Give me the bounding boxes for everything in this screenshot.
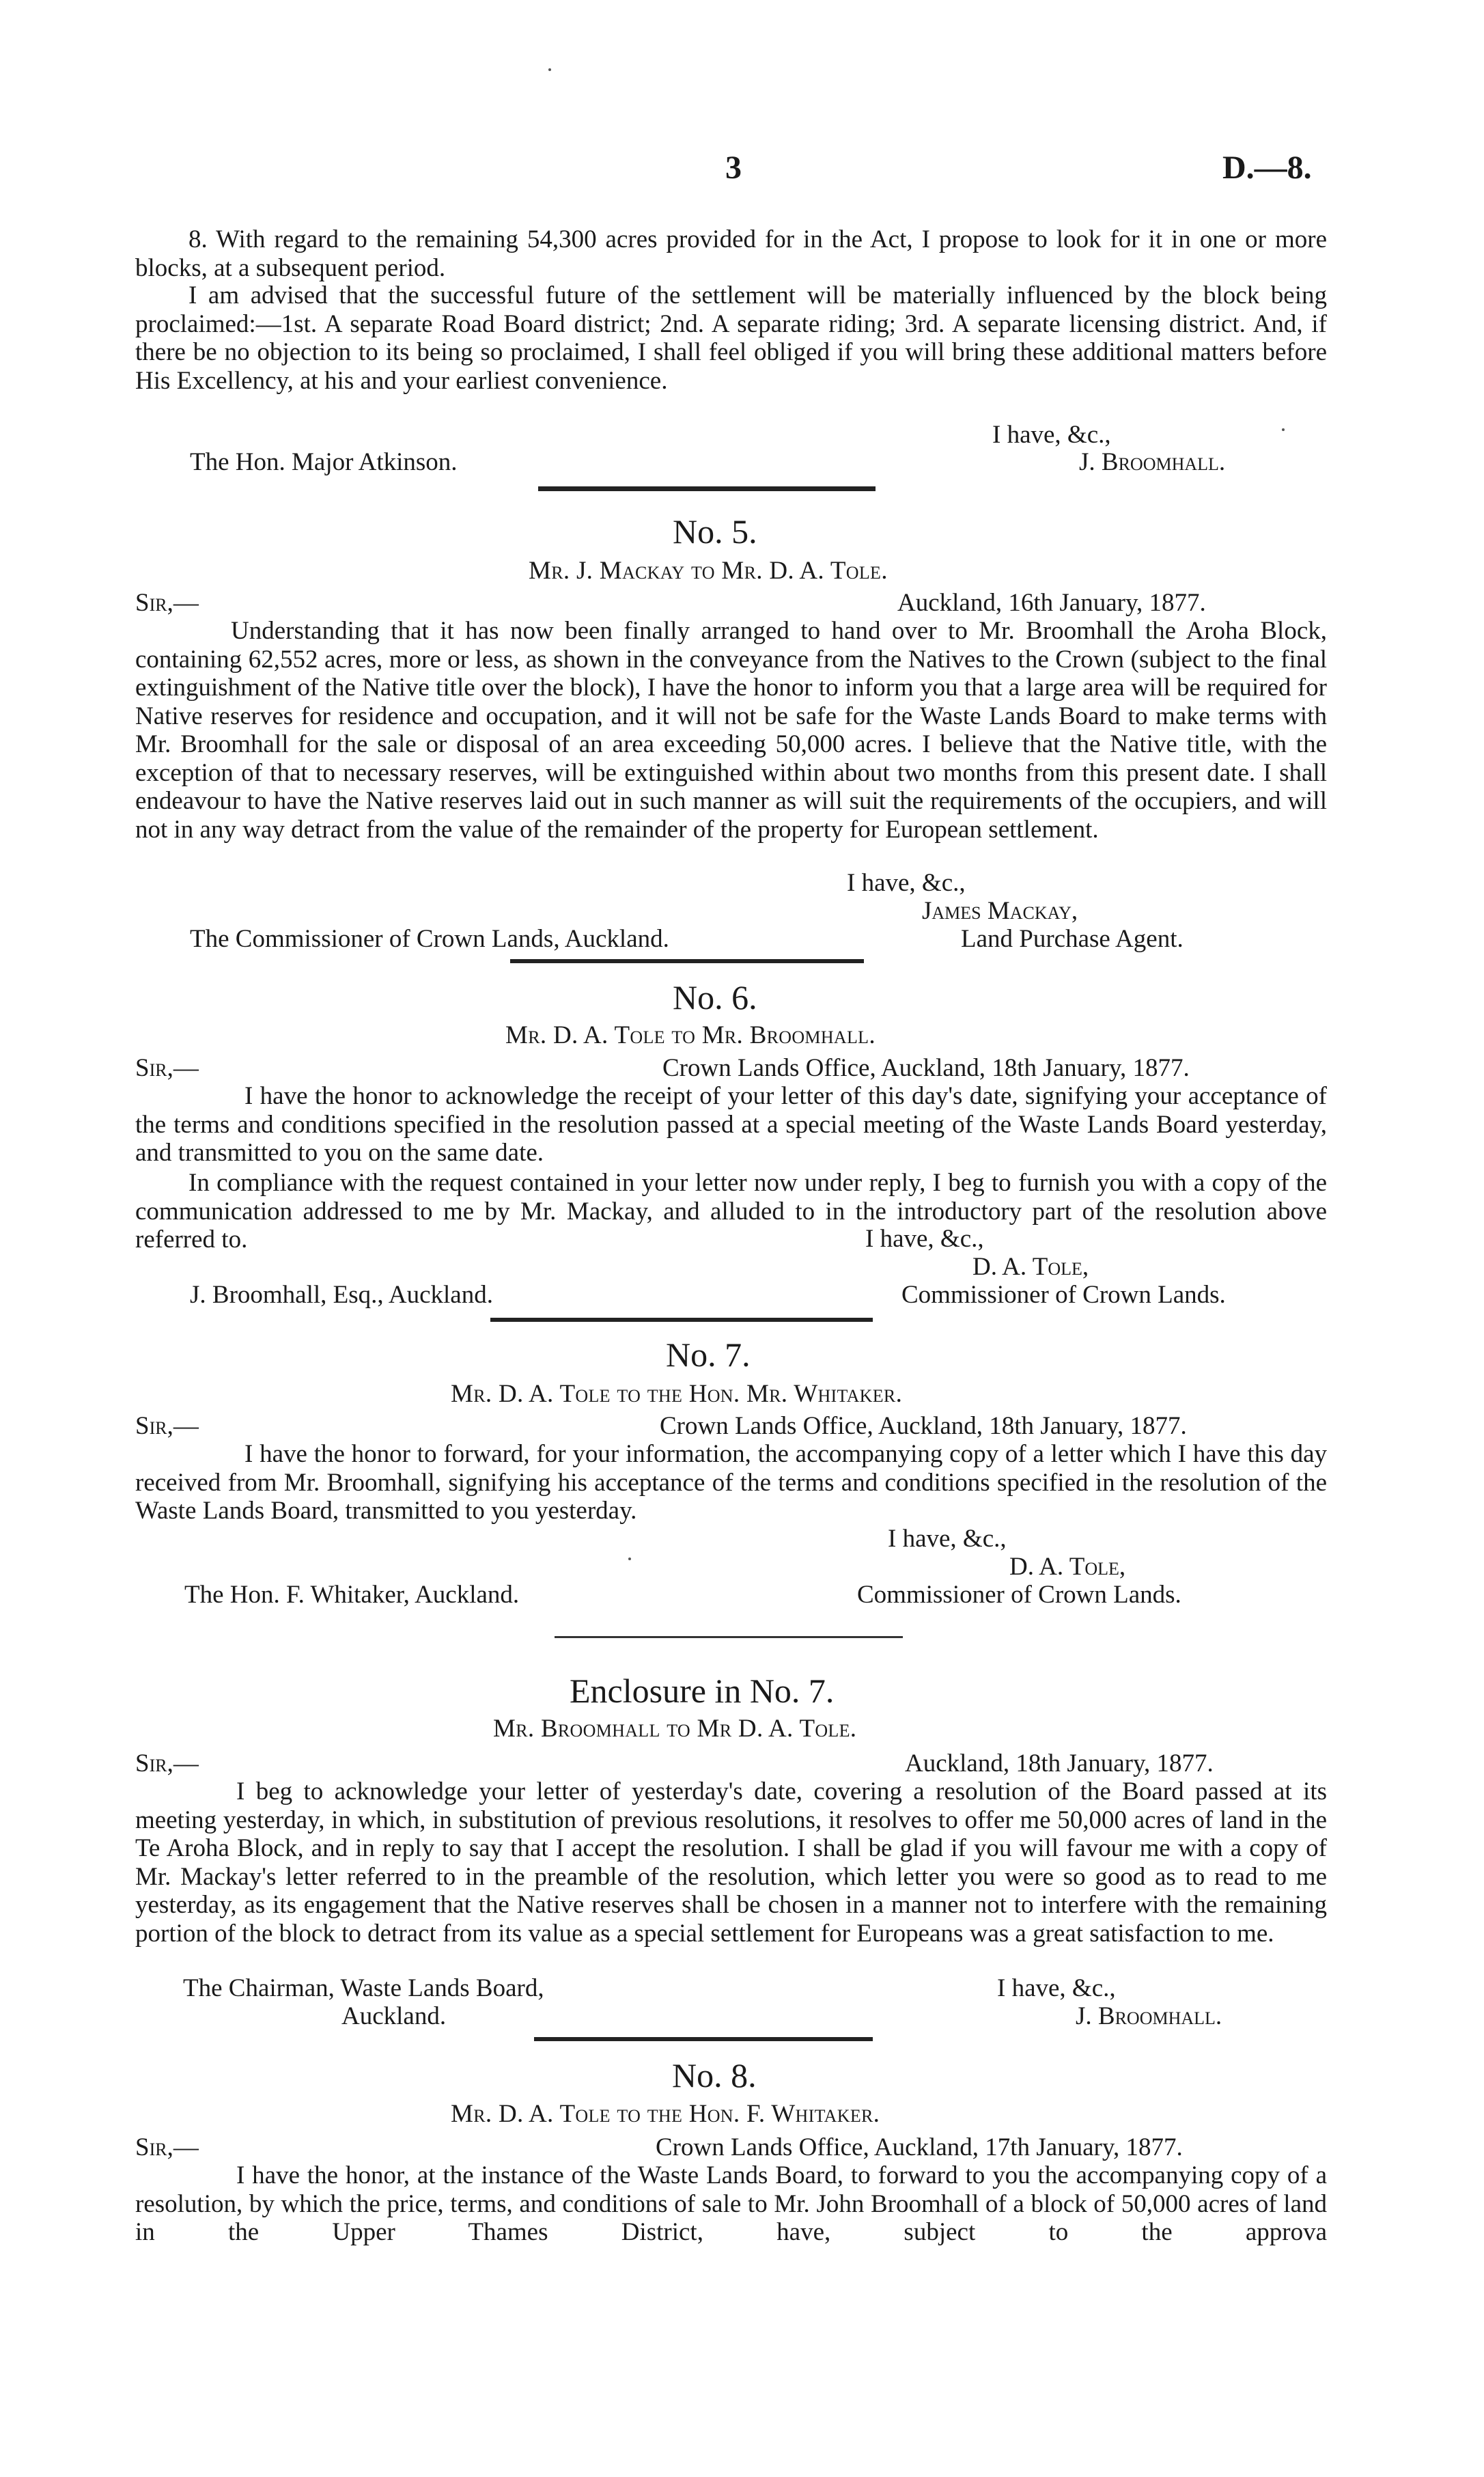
enclosure-closing: I have, &c.,: [997, 1974, 1116, 2002]
letter-6-closing: I have, &c.,: [865, 1225, 984, 1253]
enclosure-body: I beg to acknowledge your letter of yesterday's date, covering a resolution of the Board passed at its meeting yesterday, in which, in substitution of previous resolutions, it resolves to offer me 50,000 acres of land in the Te Aroha Block, and in reply to say that I accept the resolution. I shall be glad if you will favour me with a copy of Mr. Mackay's letter referred to in the preamble of the resolution, which letter you were so good as to read to me yesterday, as its engagement that the Native reserves shall be chosen in a manner not to interfere with the remaining portion of the block to detract from its value as a special settlement for Europeans was a great satisfaction to me.: [135, 1777, 1327, 1948]
letter-7-signer-title: Commissioner of Crown Lands.: [857, 1581, 1181, 1609]
section-divider: [534, 2037, 873, 2041]
letter-5-closing: I have, &c.,: [847, 869, 966, 897]
letter-7-number: No. 7.: [666, 1336, 751, 1374]
enclosure-subtitle: Mr. Broomhall to Mr D. A. Tole.: [493, 1715, 857, 1743]
document-reference: D.—8.: [1222, 150, 1312, 186]
letter-5-place-date: Auckland, 16th January, 1877.: [897, 589, 1206, 617]
letter-7-closing: I have, &c.,: [888, 1525, 1007, 1553]
letter-7-subtitle: Mr. D. A. Tole to the Hon. Mr. Whitaker.: [451, 1380, 903, 1408]
letter-7-signature: D. A. Tole,: [1009, 1553, 1126, 1581]
letter-6-addressee: J. Broomhall, Esq., Auckland.: [190, 1281, 493, 1309]
section-divider: [538, 486, 876, 491]
letter-6-signature: D. A. Tole,: [972, 1253, 1089, 1281]
letter-6-place-date: Crown Lands Office, Auckland, 18th January, 1877.: [662, 1054, 1190, 1082]
section-divider: [555, 1636, 903, 1638]
letter-8-place-date: Crown Lands Office, Auckland, 17th January, 1877.: [656, 2133, 1183, 2161]
letter-6-body-2: In compliance with the request contained in your letter now under reply, I beg to furnish you with a copy of the communication addressed to me by Mr. Mackay, and alluded to in the introductory part of the resolution above referred to.: [135, 1169, 1327, 1254]
intro-closing: I have, &c.,: [992, 421, 1111, 449]
letter-8-subtitle: Mr. D. A. Tole to the Hon. F. Whitaker.: [451, 2100, 880, 2128]
letter-8-salutation: Sir,—: [135, 2133, 199, 2161]
enclosure-salutation: Sir,—: [135, 1749, 199, 1777]
intro-addressee: The Hon. Major Atkinson.: [190, 448, 458, 476]
letter-7-body: I have the honor to forward, for your information, the accompanying copy of a letter which I have this day received from Mr. Broomhall, signifying his acceptance of the terms and conditions specified in the resolution of the Waste Lands Board, transmitted to you yesterday.: [135, 1440, 1327, 1525]
letter-5-signature: James Mackay,: [922, 897, 1078, 925]
intro-paragraph-2: I am advised that the successful future of the settlement will be materially influenced by the block being proclaimed:—1st. A separate Road Board district; 2nd. A separate riding; 3rd. A separate licensing district. And, if there be no objection to its being so proclaimed, I shall feel obliged if you will bring these additional matters before His Excellency, at his and your earliest convenience.: [135, 281, 1327, 395]
enclosure-place-date: Auckland, 18th January, 1877.: [905, 1749, 1214, 1777]
letter-5-salutation: Sir,—: [135, 589, 199, 617]
letter-8-body: I have the honor, at the instance of the Waste Lands Board, to forward to you the accompanying copy of a resolution, by which the price, terms, and conditions of sale to Mr. John Broomhall of a block of 50,000 acres of land in the Upper Thames District, have, subject to the approva: [135, 2161, 1327, 2246]
enclosure-addressee-line-1: The Chairman, Waste Lands Board,: [183, 1974, 544, 2002]
enclosure-signature: J. Broomhall.: [1076, 2002, 1222, 2030]
letter-7-addressee: The Hon. F. Whitaker, Auckland.: [184, 1581, 520, 1609]
letter-7-place-date: Crown Lands Office, Auckland, 18th January, 1877.: [660, 1412, 1187, 1440]
letter-8-number: No. 8.: [672, 2056, 757, 2094]
letter-6-subtitle: Mr. D. A. Tole to Mr. Broomhall.: [505, 1021, 876, 1049]
intro-paragraph-1: 8. With regard to the remaining 54,300 acres provided for in the Act, I propose to look for it in one or more blocks, at a subsequent period.: [135, 225, 1327, 282]
letter-6-number: No. 6.: [673, 978, 757, 1016]
letter-5-addressee: The Commissioner of Crown Lands, Auckland.: [190, 925, 669, 953]
letter-5-number: No. 5.: [673, 512, 757, 551]
letter-5-subtitle: Mr. J. Mackay to Mr. D. A. Tole.: [529, 557, 888, 585]
scan-speck: [628, 1558, 631, 1560]
section-divider: [490, 1318, 873, 1322]
scan-speck: [548, 68, 551, 71]
letter-6-signer-title: Commissioner of Crown Lands.: [901, 1281, 1226, 1309]
enclosure-addressee-line-2: Auckland.: [341, 2002, 447, 2030]
letter-7-salutation: Sir,—: [135, 1412, 199, 1440]
letter-5-signer-title: Land Purchase Agent.: [961, 925, 1184, 953]
letter-5-body: Understanding that it has now been finally arranged to hand over to Mr. Broomhall the Aroha Block, containing 62,552 acres, more or less, as shown in the conveyance from the Natives to the Crown (subject to the final extinguishment of the Native title over the block), I have the honor to inform you that a large area will be required for Native reserves for residence and occupation, and it will not be safe for the Waste Lands Board to make terms with Mr. Broomhall for the sale or disposal of an area exceeding 50,000 acres. I believe that the Native title, with the exception of that to necessary reserves, will be extinguished within about two months from this present date. I shall endeavour to have the Native reserves laid out in such manner as will suit the requirements of the occupiers, and will not in any way detract from the value of the remainder of the property for European settlement.: [135, 617, 1327, 844]
letter-6-body-1: I have the honor to acknowledge the receipt of your letter of this day's date, signifying your acceptance of the terms and conditions specified in the resolution passed at a special meeting of the Waste Lands Board yesterday, and transmitted to you on the same date.: [135, 1082, 1327, 1167]
page-number: 3: [725, 150, 742, 186]
enclosure-number: Enclosure in No. 7.: [570, 1672, 835, 1710]
scan-speck: [1282, 428, 1285, 431]
letter-6-salutation: Sir,—: [135, 1054, 199, 1082]
intro-signature: J. Broomhall.: [1079, 448, 1226, 476]
section-divider: [510, 959, 864, 963]
